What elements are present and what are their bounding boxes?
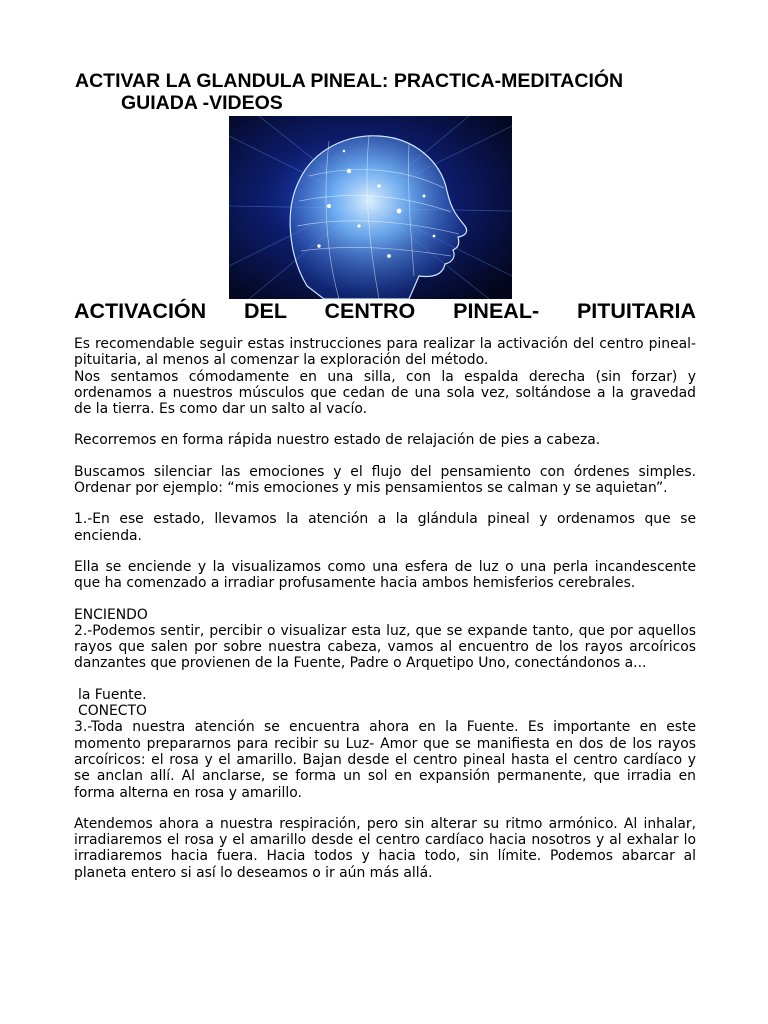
document-title xyxy=(75,70,715,114)
paragraph: Buscamos silenciar las emociones y el flujo del pensamiento con órdenes simples. Ordenar por ejemplo: “mis emociones y mis pensamientos se calman y se aquietan”. xyxy=(74,463,696,497)
title-line-2: GUIADA -VIDEOS xyxy=(121,92,283,114)
title-line-1: ACTIVAR LA GLANDULA PINEAL: PRACTICA-MEDITACIÓN xyxy=(75,70,624,92)
paragraph: 2.-Podemos sentir, percibir o visualizar esta luz, que se expande tanto, que por aquellos rayos que salen por sobre nuestra cabeza, vamos al encuentro de los rayos arcoíricos danzantes que provienen de la Fuente, Padre o Arquetipo Uno, conectándonos a... xyxy=(74,622,696,672)
paragraph: 3.-Toda nuestra atención se encuentra ahora en la Fuente. Es importante en este momento prepararnos para recibir su Luz- Amor que se manifiesta en dos de los rayos arcoíricos: el rosa y el amarillo. Bajan desde el centro pineal hasta el centro cardíaco y se anclan allí. Al anclarse, se forma un sol en expansión permanente, que irradia en forma alterna en rosa y amarillo. xyxy=(74,719,696,801)
document-body xyxy=(74,336,696,896)
glowing-head-image xyxy=(229,116,512,299)
paragraph: Atendemos ahora a nuestra respiración, pero sin alterar su ritmo armónico. Al inhalar, irradiaremos el rosa y el amarillo desde el centro cardíaco hacia nosotros y al exhalar lo irradiaremos hacia fuera. Hacia todos y hacia todo, sin límite. Podemos abarcar al planeta entero si así lo deseamos o ir aún más allá. xyxy=(74,815,696,881)
line-la-fuente: la Fuente. xyxy=(78,686,147,703)
paragraph: Ella se enciende y la visualizamos como una esfera de luz o una perla incandescente que ha comenzado a irradiar profusamente hacia ambos hemisferios cerebrales. xyxy=(74,558,696,592)
paragraph: Es recomendable seguir estas instrucciones para realizar la activación del centro pineal- pituitaria, al menos al comenzar la exploración del método. xyxy=(74,336,696,369)
paragraph: 1.-En ese estado, llevamos la atención a la glándula pineal y ordenamos que se encienda. xyxy=(74,511,696,544)
section-heading: ACTIVACIÓN DEL CENTRO PINEAL- PITUITARIA xyxy=(74,299,696,323)
paragraph: Recorremos en forma rápida nuestro estado de relajación de pies a cabeza. xyxy=(74,432,601,449)
paragraph: Nos sentamos cómodamente en una silla, con la espalda derecha (sin forzar) y ordenamos a nuestros músculos que cedan de una sola vez, soltándose a la gravedad de la tierra. Es como dar un salto al vacío. xyxy=(74,368,696,418)
glowing-head-network-icon xyxy=(229,116,512,299)
label-enciendo: ENCIENDO xyxy=(74,606,148,623)
label-conecto: CONECTO xyxy=(78,703,147,720)
